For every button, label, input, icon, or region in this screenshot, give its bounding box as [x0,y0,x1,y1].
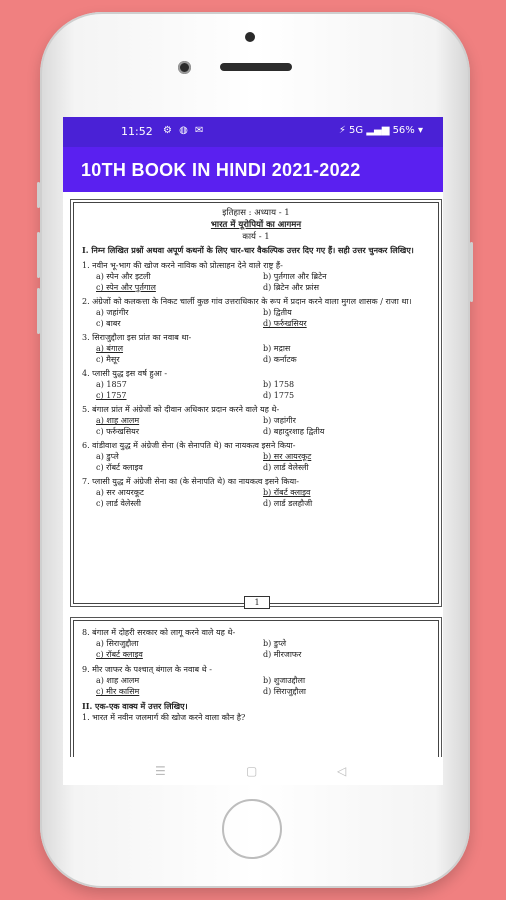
option-b: b) जहांगीर [263,416,296,425]
option-a: a) शाह आलम [96,676,140,685]
document-page-1 [73,202,439,607]
document-page-2 [73,620,439,759]
question-block [74,332,438,365]
section-2-instructions: II. एक-एक वाक्य में उत्तर लिखिए। [82,701,188,711]
question-block [74,440,438,473]
recent-apps-icon[interactable]: ☰ [155,764,166,778]
phone-screen [63,117,443,785]
option-a: a) डुप्ले [96,452,119,461]
option-a: a) बंगाल [96,344,124,353]
option-b: b) द्वितीय [263,308,292,317]
option-c: c) 1757 [96,391,127,400]
mute-switch [37,182,40,208]
question-block [74,260,438,293]
option-d: d) कर्नाटक [263,355,297,364]
question-block [74,296,438,329]
option-c: c) रॉबर्ट क्लाइव [96,463,143,472]
option-d: d) सिराजुद्दौला [263,687,306,696]
option-b: b) डुप्ले [263,639,287,648]
option-d: d) 1775 [263,391,295,400]
option-a: a) जहांगीर [96,308,129,317]
option-c: c) मैसूर [96,355,120,364]
home-button[interactable] [222,799,282,859]
question-block [74,664,438,697]
option-a: a) सर आयरकूट [96,488,144,497]
back-nav-icon[interactable]: ◁ [337,764,347,778]
volume-up-button [37,232,40,278]
power-button [470,242,473,302]
option-b: b) शुजाउद्दौला [263,676,306,685]
option-c: c) मीर कासिम [96,687,140,696]
option-c: c) बाबर [96,319,121,328]
volume-down-button [37,288,40,334]
home-nav-icon[interactable]: ▢ [246,764,258,778]
option-d: d) लार्ड वेलेस्ली [263,463,309,472]
question-text: 1. नवीन भू-भाग की खोज करने नाविक को प्रोत्साहन देने वाले राष्ट्र हैं- [82,261,283,270]
option-b: b) सर आयरकूट [263,452,312,461]
question-text: 7. प्लासी युद्ध में अंग्रेजी सेना का (के सेनापति थे) का नायकत्व इसने किया- [82,477,299,486]
earpiece-speaker [220,63,292,71]
chapter-title: भारत में यूरोपियों का आगमन [210,220,302,230]
option-c: c) लार्ड वेलेस्ली [96,499,141,508]
chapter-heading: इतिहास : अध्याय - 1 [222,208,290,218]
question-text: 1. भारत में नवीन जलमार्ग की खोज करने वाला कौन है? [82,713,246,722]
question-text: 3. सिराजुद्दौला इस प्रांत का नवाब था- [82,333,192,342]
app-title: 10TH BOOK IN HINDI 2021-2022 [81,160,361,180]
option-d: d) मीरजाफर [263,650,302,659]
option-b: b) 1758 [263,380,295,389]
notification-icons: ⚙ ◍ ✉ [163,125,206,136]
option-a: a) स्पेन और इटली [96,272,151,281]
question-text: 9. मीर जाफर के पश्चात् बंगाल के नवाब थे - [82,665,212,674]
question-block [74,476,438,509]
option-c: c) स्पेन और पुर्तगाल [96,283,156,292]
option-a: a) सिराजुद्दौला [96,639,139,648]
sensor-dot [178,61,191,74]
option-b: b) मद्रास [263,344,291,353]
app-bar [63,147,443,192]
option-c: c) रॉबर्ट क्लाइव [96,650,143,659]
option-a: a) 1857 [96,380,127,389]
system-nav-bar [63,757,443,785]
question-block [74,404,438,437]
option-d: d) लार्ड डलहौजी [263,499,313,508]
question-text: 8. बंगाल में दोहरी सरकार को लागू करने वाले यह थे- [82,628,236,637]
question-text: 6. वांडीवाश युद्ध में अंग्रेजी सेना (के सेनापति थे) का नायकत्व इसने किया- [82,441,296,450]
option-d: d) ब्रिटेन और फ्रांस [263,283,320,292]
activity-heading: कार्य - 1 [242,232,270,242]
option-c: c) फर्रुखसियर [96,427,140,436]
section-instructions: I. निम्न लिखित प्रश्नों अथवा अपूर्ण कथनों के लिए चार-चार वैकल्पिक उत्तर दिए गए हैं। सही उत्तर चुनकर लिखिए। [82,245,414,255]
question-text: 5. बंगाल प्रांत में अंग्रेजों को दीवान अधिकार प्रदान करने वाले यह थे- [82,405,280,414]
question-text: 4. प्लासी युद्ध इस वर्ष हुआ - [82,369,168,378]
front-camera [245,32,255,42]
option-d: d) फर्रुखसियर [263,319,307,328]
option-d: d) बहादुरशाह द्वितीय [263,427,325,436]
option-b: b) रॉबर्ट क्लाइव [263,488,311,497]
status-bar [63,117,443,147]
question-text: 2. अंग्रेजों को कलकत्ता के निकट चार्ली कुछ गांव उत्तराधिकार के रूप में प्रदान करने वाला मुगल शासक / राजा था। [82,297,412,306]
status-time: 11:52 [121,125,153,138]
status-indicators: ⚡ 5G ▂▄▆ 56% ▾ [338,125,423,136]
question-block [74,627,438,660]
document-viewer[interactable] [63,192,443,757]
option-a: a) शाह आलम [96,416,140,425]
page-number: 1 [244,596,270,609]
option-b: b) पुर्तगाल और ब्रिटेन [263,272,327,281]
question-block [74,368,438,401]
